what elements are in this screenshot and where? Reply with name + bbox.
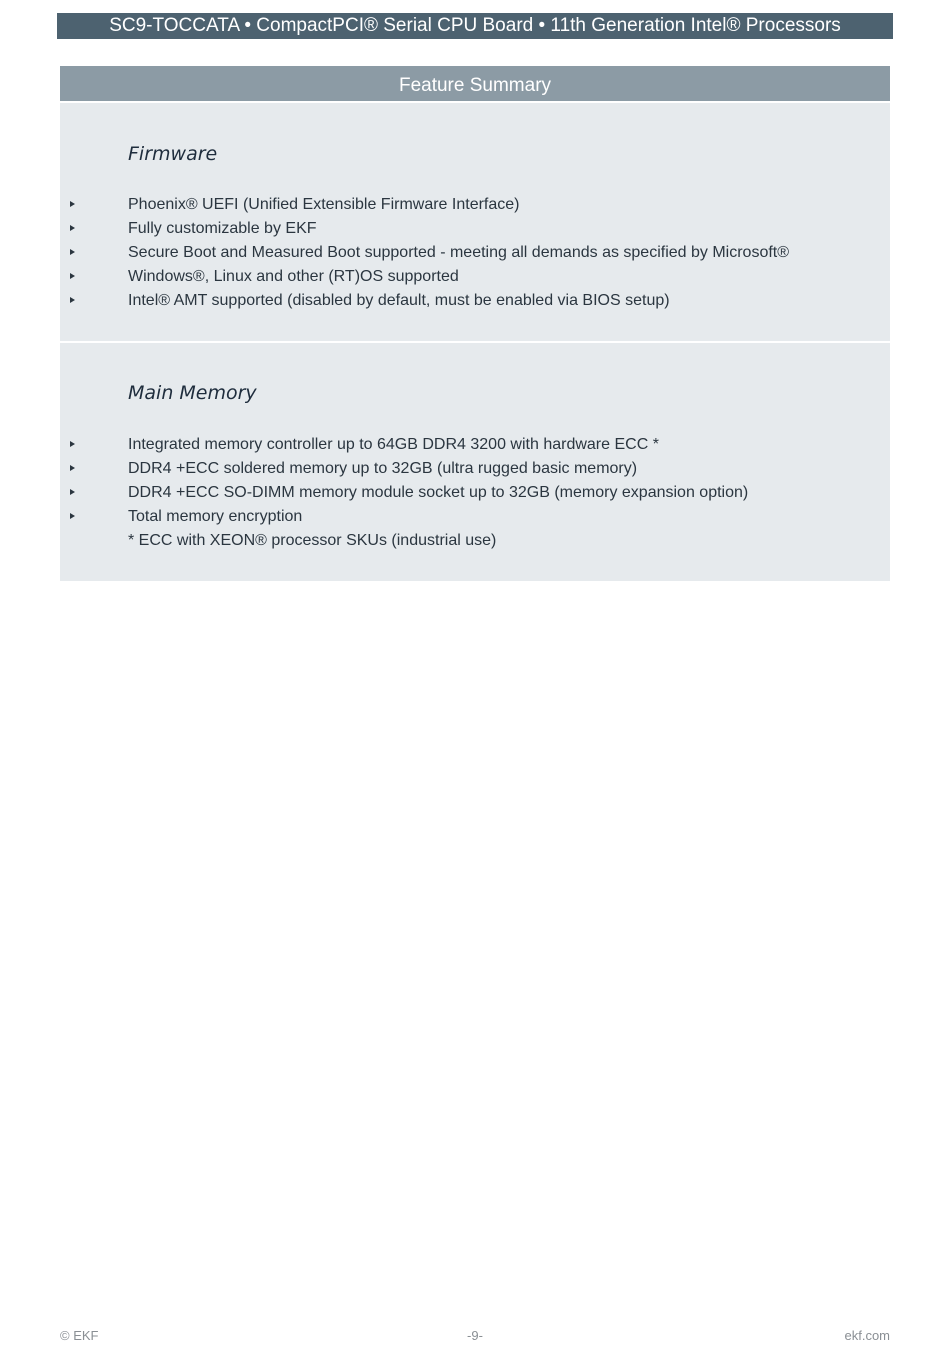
- footer-website: ekf.com: [844, 1328, 890, 1343]
- list-item: Integrated memory controller up to 64GB DDR4 3200 with hardware ECC *: [60, 433, 890, 457]
- list-item: Total memory encryption: [60, 505, 890, 529]
- triangle-bullet-icon: [70, 201, 75, 207]
- triangle-bullet-icon: [70, 441, 75, 447]
- section-firmware: [60, 103, 890, 341]
- triangle-bullet-icon: [70, 513, 75, 519]
- panel-header: Feature Summary: [60, 66, 890, 101]
- list-item-footnote: * ECC with XEON® processor SKUs (industrial use): [128, 532, 497, 549]
- triangle-bullet-icon: [70, 249, 75, 255]
- list-item: Phoenix® UEFI (Unified Extensible Firmware Interface): [60, 193, 890, 217]
- list-item: Secure Boot and Measured Boot supported - meeting all demands as specified by Microsoft®: [60, 241, 890, 265]
- document-banner: SC9-TOCCATA • CompactPCI® Serial CPU Board • 11th Generation Intel® Processors: [57, 13, 893, 39]
- footer-copyright: © EKF: [60, 1328, 99, 1343]
- item-list: [60, 433, 890, 553]
- list-item: Windows®, Linux and other (RT)OS supported: [60, 265, 890, 289]
- triangle-bullet-icon: [70, 465, 75, 471]
- section-main-memory: [60, 343, 890, 581]
- section-title: Firmware: [128, 143, 218, 165]
- list-item: DDR4 +ECC SO-DIMM memory module socket up to 32GB (memory expansion option): [60, 481, 890, 505]
- list-item: DDR4 +ECC soldered memory up to 32GB (ultra rugged basic memory): [60, 457, 890, 481]
- feature-summary-panel: [60, 66, 890, 581]
- list-item: Intel® AMT supported (disabled by default, must be enabled via BIOS setup): [60, 289, 890, 313]
- triangle-bullet-icon: [70, 489, 75, 495]
- triangle-bullet-icon: [70, 273, 75, 279]
- triangle-bullet-icon: [70, 297, 75, 303]
- footer-page-number: -9-: [467, 1328, 483, 1343]
- triangle-bullet-icon: [70, 225, 75, 231]
- item-list: [60, 193, 890, 313]
- list-item: Fully customizable by EKF: [60, 217, 890, 241]
- section-title: Main Memory: [128, 382, 257, 404]
